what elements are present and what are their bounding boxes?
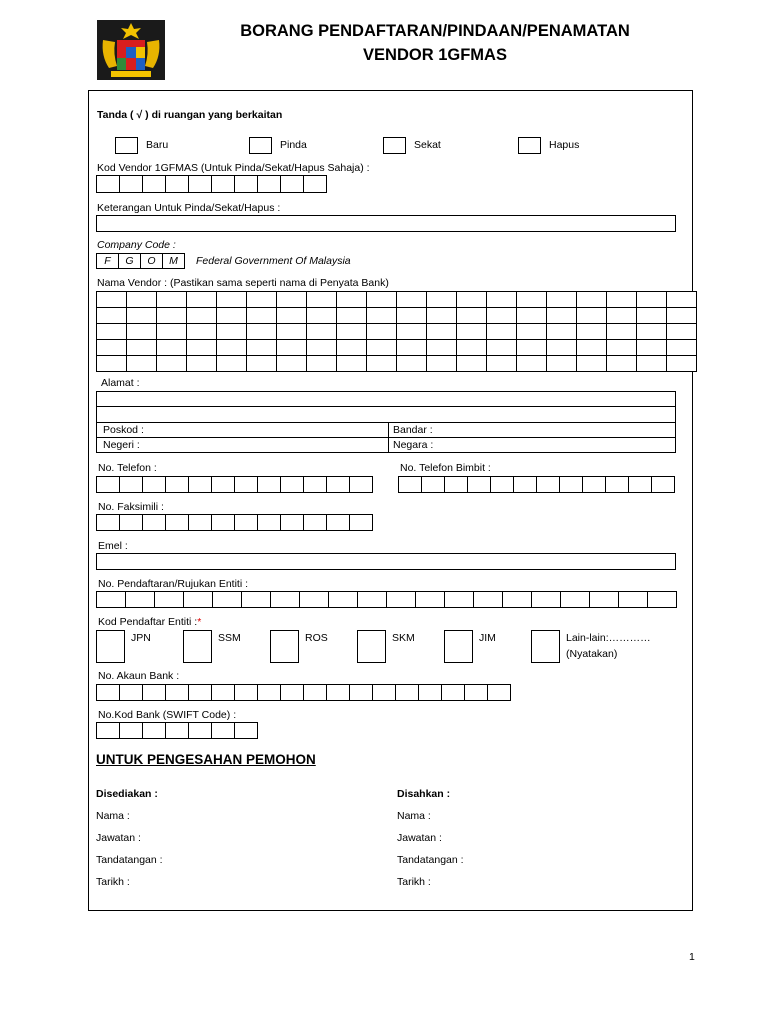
remarks-input[interactable]	[96, 215, 676, 232]
postcode-label: Poskod :	[103, 424, 144, 436]
form-title-line-1: BORANG PENDAFTARAN/PINDAAN/PENAMATAN	[240, 22, 630, 40]
registrar-checkbox-ros[interactable]	[270, 630, 299, 663]
registrar-label-text: Kod Pendaftar Entiti :	[98, 616, 198, 628]
registrar-label-jpn: JPN	[131, 632, 151, 644]
phone-label: No. Telefon :	[98, 462, 157, 474]
city-label: Bandar :	[393, 424, 433, 436]
required-star: *	[197, 616, 202, 628]
vendor-name-input[interactable]	[97, 291, 697, 371]
registrar-checkbox-other[interactable]	[531, 630, 560, 663]
label-pinda: Pinda	[280, 139, 307, 151]
label-baru: Baru	[146, 139, 169, 151]
mobile-label: No. Telefon Bimbit :	[400, 462, 491, 474]
approved-position-label: Jawatan :	[397, 832, 442, 844]
country-label: Negara :	[393, 439, 434, 451]
email-input[interactable]	[96, 553, 676, 570]
fax-label: No. Faksimili :	[98, 501, 164, 513]
registrar-checkbox-skm[interactable]	[357, 630, 386, 663]
checkbox-sekat[interactable]	[383, 137, 406, 154]
approved-date-label: Tarikh :	[397, 876, 431, 888]
registrar-label-ros: ROS	[305, 632, 328, 644]
verification-heading: UNTUK PENGESAHAN PEMOHON	[96, 752, 316, 767]
instruction-text: Tanda ( √ ) di ruangan yang berkaitan	[97, 109, 283, 121]
checkbox-baru[interactable]	[115, 137, 138, 154]
registrar-checkbox-ssm[interactable]	[183, 630, 212, 663]
company-code-letter: G	[118, 253, 141, 269]
state-label: Negeri :	[103, 439, 140, 451]
prepared-signature-label: Tandatangan :	[96, 854, 163, 866]
registration-label: No. Pendaftaran/Rujukan Entiti :	[98, 578, 249, 590]
label-sekat: Sekat	[414, 139, 441, 151]
approved-name-label: Nama :	[397, 810, 431, 822]
vendor-code-input[interactable]	[96, 175, 327, 193]
page-number: 1	[689, 951, 695, 963]
vendor-code-label: Kod Vendor 1GFMAS (Untuk Pinda/Sekat/Hapus Sahaja) :	[97, 162, 370, 174]
checkbox-pinda[interactable]	[249, 137, 272, 154]
fax-input[interactable]	[96, 514, 373, 531]
swift-label: No.Kod Bank (SWIFT Code) :	[98, 709, 237, 721]
registrar-label-other: Lain-lain:…………	[566, 632, 651, 644]
prepared-date-label: Tarikh :	[96, 876, 130, 888]
company-code-letter: F	[96, 253, 119, 269]
bank-account-label: No. Akaun Bank :	[98, 670, 180, 682]
registrar-other-note: (Nyatakan)	[566, 648, 618, 660]
checkbox-hapus[interactable]	[518, 137, 541, 154]
address-line-1[interactable]	[96, 391, 676, 407]
phone-input[interactable]	[96, 476, 373, 493]
bank-account-input[interactable]	[96, 684, 511, 701]
registrar-checkbox-jim[interactable]	[444, 630, 473, 663]
registrar-label-jim: JIM	[479, 632, 496, 644]
prepared-position-label: Jawatan :	[96, 832, 141, 844]
approved-by-label: Disahkan :	[397, 788, 451, 800]
remarks-label: Keterangan Untuk Pinda/Sekat/Hapus :	[97, 202, 281, 214]
email-label: Emel :	[98, 540, 128, 552]
approved-signature-label: Tandatangan :	[397, 854, 464, 866]
company-code-boxes	[96, 253, 185, 269]
swift-input[interactable]	[96, 722, 258, 739]
form-title-line-2: VENDOR 1GFMAS	[363, 46, 507, 64]
prepared-name-label: Nama :	[96, 810, 130, 822]
registrar-label	[98, 616, 201, 628]
mobile-input[interactable]	[398, 476, 675, 493]
company-code-description: Federal Government Of Malaysia	[196, 255, 351, 267]
registrar-checkbox-jpn[interactable]	[96, 630, 125, 663]
prepared-by-label: Disediakan :	[96, 788, 158, 800]
company-code-letter: O	[140, 253, 163, 269]
state-field[interactable]	[96, 437, 389, 453]
company-code-label: Company Code :	[97, 239, 176, 251]
address-line-2[interactable]	[96, 406, 676, 423]
coat-of-arms-logo	[97, 20, 165, 80]
vendor-name-label: Nama Vendor : (Pastikan sama seperti nama di Penyata Bank)	[97, 277, 389, 289]
registration-input[interactable]	[96, 591, 677, 608]
registrar-label-skm: SKM	[392, 632, 415, 644]
company-code-letter: M	[162, 253, 185, 269]
label-hapus: Hapus	[549, 139, 580, 151]
address-label: Alamat :	[101, 377, 140, 389]
registrar-label-ssm: SSM	[218, 632, 241, 644]
